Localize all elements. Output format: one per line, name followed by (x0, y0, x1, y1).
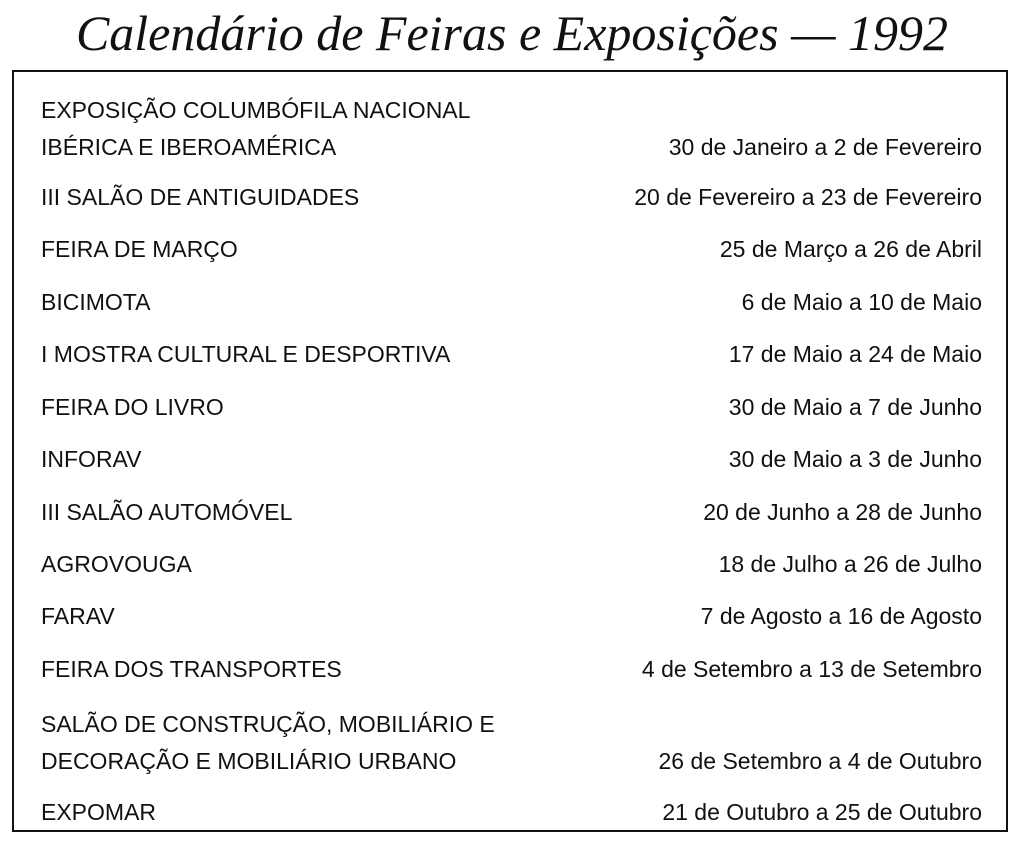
event-dates: 4 de Setembro a 13 de Setembro (641, 656, 982, 682)
event-dates: 30 de Maio a 7 de Junho (728, 394, 982, 420)
event-name: AGROVOUGA (41, 551, 192, 577)
event-name: EXPOSIÇÃO COLUMBÓFILA NACIONAL IBÉRICA E IBEROAMÉRICA (41, 97, 471, 160)
event-dates: 26 de Setembro a 4 de Outubro (658, 748, 982, 774)
event-name: FEIRA DOS TRANSPORTES (41, 656, 342, 682)
event-name: FARAV (41, 603, 115, 629)
event-name: III SALÃO DE ANTIGUIDADES (41, 184, 360, 210)
event-name: BICIMOTA (41, 289, 151, 315)
events-table (12, 70, 1008, 832)
page-title: Calendário de Feiras e Exposições — 1992 (75, 5, 949, 61)
event-name: INFORAV (41, 446, 142, 472)
event-dates: 30 de Janeiro a 2 de Fevereiro (668, 134, 982, 160)
event-dates: 18 de Julho a 26 de Julho (718, 551, 982, 577)
event-dates: 20 de Junho a 28 de Junho (703, 499, 982, 525)
event-name: FEIRA DE MARÇO (41, 236, 238, 262)
event-dates: 20 de Fevereiro a 23 de Fevereiro (634, 184, 982, 210)
event-dates: 21 de Outubro a 25 de Outubro (662, 799, 982, 825)
event-dates: 6 de Maio a 10 de Maio (741, 289, 982, 315)
event-dates: 7 de Agosto a 16 de Agosto (700, 603, 982, 629)
event-dates: 17 de Maio a 24 de Maio (728, 341, 982, 367)
event-name: EXPOMAR (41, 799, 157, 825)
event-dates: 25 de Março a 26 de Abril (719, 236, 982, 262)
event-name: SALÃO DE CONSTRUÇÃO, MOBILIÁRIO E DECORAÇÃO E MOBILIÁRIO URBANO (41, 711, 495, 774)
event-dates: 30 de Maio a 3 de Junho (728, 446, 982, 472)
event-name: III SALÃO AUTOMÓVEL (41, 499, 293, 525)
event-name: I MOSTRA CULTURAL E DESPORTIVA (41, 341, 451, 367)
event-name: FEIRA DO LIVRO (41, 394, 224, 420)
